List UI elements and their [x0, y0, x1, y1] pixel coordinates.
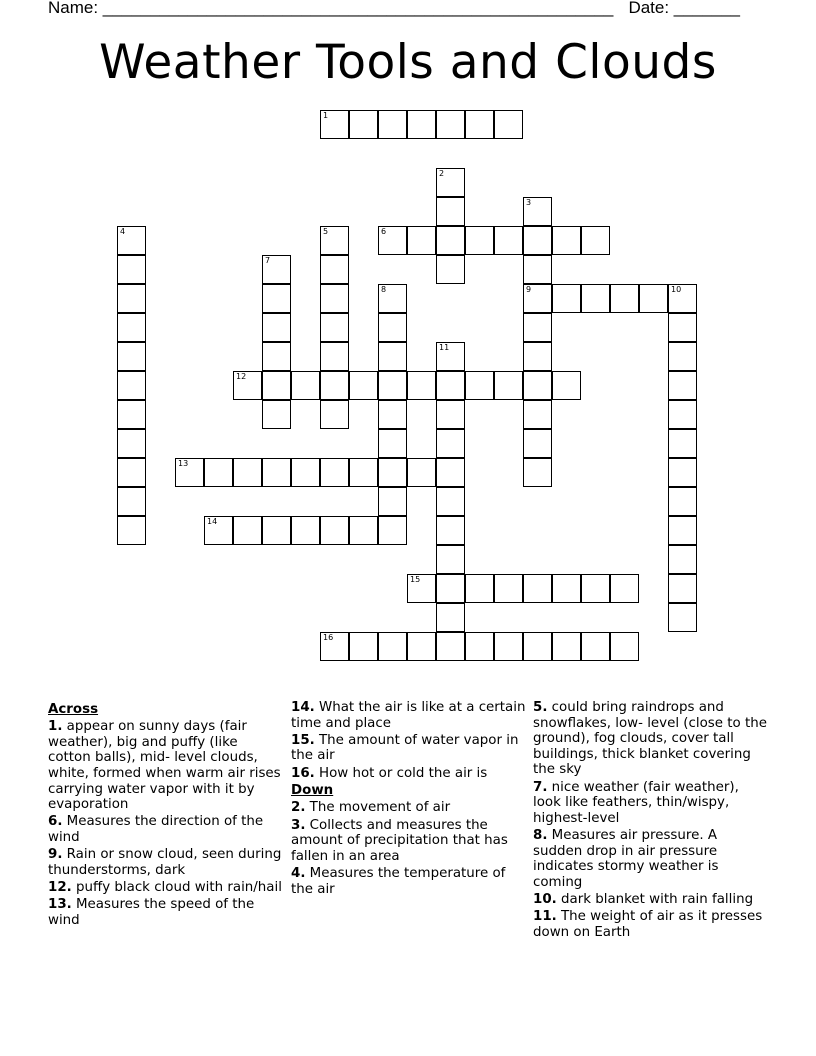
crossword-cell[interactable]: [436, 371, 465, 400]
crossword-cell[interactable]: [378, 313, 407, 342]
crossword-cell[interactable]: [581, 284, 610, 313]
clue-number: 11.: [533, 909, 557, 925]
name-field-label: Name: ______________________________________________________: [48, 0, 614, 17]
crossword-cell[interactable]: [523, 574, 552, 603]
clue-number: 2.: [291, 800, 306, 816]
crossword-cell[interactable]: [378, 284, 407, 313]
crossword-cell[interactable]: [668, 313, 697, 342]
crossword-cell[interactable]: [378, 400, 407, 429]
crossword-cell[interactable]: [552, 226, 581, 255]
clue-number: 10.: [533, 891, 557, 907]
clue-number: 5.: [533, 700, 548, 715]
crossword-cell[interactable]: [552, 632, 581, 661]
crossword-cell[interactable]: [523, 226, 552, 255]
across-clue-6: [48, 814, 284, 845]
clue-number: 4.: [291, 865, 306, 881]
crossword-cell[interactable]: [610, 284, 639, 313]
crossword-cell[interactable]: [436, 458, 465, 487]
clue-number: 13.: [48, 897, 72, 913]
crossword-cell[interactable]: [436, 400, 465, 429]
crossword-cell[interactable]: [320, 313, 349, 342]
crossword-cell[interactable]: [523, 371, 552, 400]
crossword-cell[interactable]: [668, 342, 697, 371]
crossword-cell[interactable]: [320, 284, 349, 313]
crossword-cell[interactable]: [668, 516, 697, 545]
crossword-cell[interactable]: [552, 371, 581, 400]
crossword-cell[interactable]: [117, 255, 146, 284]
crossword-cell[interactable]: [494, 371, 523, 400]
clue-number-label: 7: [265, 256, 271, 265]
crossword-cell[interactable]: [262, 516, 291, 545]
clue-text: How hot or cold the air is: [319, 765, 488, 781]
clue-number: 9.: [48, 847, 63, 863]
crossword-cell[interactable]: [668, 400, 697, 429]
crossword-cell[interactable]: [378, 226, 407, 255]
crossword-cell[interactable]: [639, 284, 668, 313]
crossword-cell[interactable]: [320, 632, 349, 661]
crossword-cell[interactable]: [233, 516, 262, 545]
crossword-cell[interactable]: [378, 110, 407, 139]
crossword-cell[interactable]: [436, 110, 465, 139]
clue-number-label: 12: [236, 372, 247, 381]
clue-text: The weight of air as it presses down on Earth: [533, 909, 763, 940]
crossword-cell[interactable]: [668, 458, 697, 487]
crossword-cell[interactable]: [349, 110, 378, 139]
crossword-cell[interactable]: [610, 574, 639, 603]
crossword-cell[interactable]: [668, 603, 697, 632]
clue-text: Measures the speed of the wind: [48, 897, 255, 928]
clue-text: puffy black cloud with rain/hail: [76, 879, 282, 895]
crossword-cell[interactable]: [291, 371, 320, 400]
crossword-cell[interactable]: [117, 429, 146, 458]
down-clue-2: [291, 800, 527, 816]
crossword-cell[interactable]: [349, 371, 378, 400]
crossword-cell[interactable]: [523, 342, 552, 371]
clue-text: nice weather (fair weather), look like feathers, thin/wispy, highest-level: [533, 779, 739, 826]
crossword-cell[interactable]: [262, 400, 291, 429]
down-clue-3: [291, 818, 527, 865]
clue-text: Measures air pressure. A sudden drop in air pressure indicates stormy weather is coming: [533, 827, 719, 890]
crossword-cell[interactable]: [581, 632, 610, 661]
crossword-cell[interactable]: [262, 313, 291, 342]
crossword-cell[interactable]: [436, 487, 465, 516]
clue-text: What the air is like at a certain time and place: [291, 700, 526, 731]
crossword-cell[interactable]: [320, 110, 349, 139]
crossword-cell[interactable]: [407, 371, 436, 400]
crossword-cell[interactable]: [523, 400, 552, 429]
clue-text: Measures the temperature of the air: [291, 865, 506, 897]
crossword-cell[interactable]: [262, 371, 291, 400]
across-clue-16: [291, 766, 527, 782]
crossword-cell[interactable]: [436, 429, 465, 458]
crossword-cell[interactable]: [320, 255, 349, 284]
crossword-cell[interactable]: [668, 371, 697, 400]
clue-number: 7.: [533, 779, 548, 795]
crossword-cell[interactable]: [378, 516, 407, 545]
clue-number-label: 6: [381, 227, 387, 236]
crossword-cell[interactable]: [436, 197, 465, 226]
clue-number-label: 8: [381, 285, 387, 294]
crossword-cell[interactable]: [436, 574, 465, 603]
clue-text: The amount of water vapor in the air: [291, 732, 519, 764]
crossword-cell[interactable]: [436, 168, 465, 197]
clue-number-label: 15: [410, 575, 421, 584]
crossword-cell[interactable]: [523, 429, 552, 458]
crossword-cell[interactable]: [668, 574, 697, 603]
crossword-cell[interactable]: [291, 458, 320, 487]
crossword-cell[interactable]: [320, 458, 349, 487]
crossword-cell[interactable]: [523, 255, 552, 284]
clue-number-label: 4: [120, 227, 126, 236]
crossword-cell[interactable]: [349, 516, 378, 545]
crossword-cell[interactable]: [523, 313, 552, 342]
clue-number: 15.: [291, 732, 315, 748]
crossword-cell[interactable]: [291, 516, 320, 545]
crossword-cell[interactable]: [610, 632, 639, 661]
clue-number-label: 11: [439, 343, 450, 352]
crossword-cell[interactable]: [117, 458, 146, 487]
down-clue-10: [533, 892, 769, 908]
crossword-cell[interactable]: [117, 313, 146, 342]
clue-text: could bring raindrops and snowflakes, low- level (close to the ground), fog clouds, cover tall buildings, thick blanket covering the sky: [533, 700, 767, 778]
clue-number-label: 10: [671, 285, 682, 294]
clue-number-label: 13: [178, 459, 189, 468]
across-clue-1: [48, 719, 284, 813]
clue-number: 6.: [48, 814, 63, 830]
crossword-cell[interactable]: [523, 284, 552, 313]
crossword-cell[interactable]: [378, 632, 407, 661]
crossword-cell[interactable]: [465, 371, 494, 400]
clue-number: 16.: [291, 765, 315, 781]
clue-text: appear on sunny days (fair weather), big and puffy (like cotton balls), mid- level clouds, white, formed when warm air rises carrying water vapor with it by evaporation: [48, 719, 281, 813]
header-row: [48, 0, 740, 20]
crossword-cell[interactable]: [523, 632, 552, 661]
crossword-cell[interactable]: [378, 429, 407, 458]
crossword-cell[interactable]: [494, 632, 523, 661]
across-clue-12: [48, 880, 284, 896]
crossword-cell[interactable]: [262, 342, 291, 371]
crossword-cell[interactable]: [117, 342, 146, 371]
crossword-cell[interactable]: [204, 458, 233, 487]
crossword-cell[interactable]: [175, 458, 204, 487]
crossword-cell[interactable]: [378, 371, 407, 400]
crossword-cell[interactable]: [117, 400, 146, 429]
crossword-cell[interactable]: [668, 545, 697, 574]
crossword-cell[interactable]: [552, 574, 581, 603]
clue-number-label: 5: [323, 227, 329, 236]
crossword-cell[interactable]: [378, 458, 407, 487]
crossword-cell[interactable]: [407, 574, 436, 603]
crossword-cell[interactable]: [262, 255, 291, 284]
crossword-cell[interactable]: [378, 487, 407, 516]
across-clue-13: [48, 897, 284, 928]
crossword-cell[interactable]: [436, 342, 465, 371]
crossword-cell[interactable]: [117, 226, 146, 255]
crossword-cell[interactable]: [436, 603, 465, 632]
crossword-cell[interactable]: [465, 632, 494, 661]
clue-text: Rain or snow cloud, seen during thunderstorms, dark: [48, 847, 282, 878]
crossword-cell[interactable]: [320, 516, 349, 545]
crossword-cell[interactable]: [407, 458, 436, 487]
crossword-cell[interactable]: [262, 284, 291, 313]
down-clue-5: [533, 700, 769, 778]
clues-column-3: [533, 700, 769, 942]
crossword-cell[interactable]: [407, 226, 436, 255]
clues-column-1: [48, 700, 284, 930]
crossword-cell[interactable]: [117, 516, 146, 545]
crossword-cell[interactable]: [523, 458, 552, 487]
clue-number: 12.: [48, 879, 72, 895]
clue-number: 3.: [291, 817, 306, 833]
crossword-cell[interactable]: [436, 516, 465, 545]
clue-number-label: 1: [323, 111, 329, 120]
page-title: Weather Tools and Clouds: [99, 35, 717, 90]
across-heading: Across: [48, 702, 99, 717]
crossword-cell[interactable]: [320, 371, 349, 400]
crossword-cell[interactable]: [668, 429, 697, 458]
crossword-cell[interactable]: [581, 226, 610, 255]
crossword-cell[interactable]: [117, 487, 146, 516]
crossword-cell[interactable]: [523, 197, 552, 226]
down-heading: Down: [291, 783, 334, 799]
clue-number: 1.: [48, 719, 63, 735]
crossword-cell[interactable]: [552, 284, 581, 313]
crossword-cell[interactable]: [233, 371, 262, 400]
crossword-cell[interactable]: [436, 545, 465, 574]
crossword-cell[interactable]: [581, 574, 610, 603]
across-clue-9: [48, 847, 284, 878]
crossword-cell[interactable]: [407, 110, 436, 139]
crossword-cell[interactable]: [349, 632, 378, 661]
date-field-label: Date: _______: [628, 0, 740, 17]
clue-text: dark blanket with rain falling: [561, 891, 754, 907]
crossword-cell[interactable]: [465, 110, 494, 139]
crossword-cell[interactable]: [262, 458, 291, 487]
crossword-cell[interactable]: [320, 400, 349, 429]
clues-column-2: [291, 700, 527, 899]
crossword-cell[interactable]: [233, 458, 262, 487]
crossword-cell[interactable]: [407, 632, 436, 661]
crossword-cell[interactable]: [465, 226, 494, 255]
clue-number-label: 14: [207, 517, 218, 526]
crossword-cell[interactable]: [204, 516, 233, 545]
down-clue-4: [291, 866, 527, 897]
across-clue-15: [291, 733, 527, 764]
crossword-cell[interactable]: [668, 284, 697, 313]
clue-number-label: 2: [439, 169, 445, 178]
clue-number-label: 9: [526, 285, 532, 294]
crossword-cell[interactable]: [436, 632, 465, 661]
clue-number: 14.: [291, 700, 315, 715]
clue-text: The movement of air: [309, 800, 451, 816]
clue-text: Collects and measures the amount of precipitation that has fallen in an area: [291, 817, 508, 864]
across-clue-14: [291, 700, 527, 731]
crossword-cell[interactable]: [320, 342, 349, 371]
crossword-cell[interactable]: [117, 371, 146, 400]
clue-number: 8.: [533, 827, 548, 843]
crossword-cell[interactable]: [378, 342, 407, 371]
clue-number-label: 16: [323, 633, 334, 642]
crossword-cell[interactable]: [668, 487, 697, 516]
down-clue-7: [533, 780, 769, 827]
crossword-cell[interactable]: [494, 226, 523, 255]
crossword-cell[interactable]: [117, 284, 146, 313]
down-clue-11: [533, 909, 769, 940]
crossword-cell[interactable]: [436, 226, 465, 255]
crossword-cell[interactable]: [494, 574, 523, 603]
crossword-cell[interactable]: [494, 110, 523, 139]
down-clue-8: [533, 828, 769, 890]
clue-text: Measures the direction of the wind: [48, 814, 264, 845]
crossword-cell[interactable]: [465, 574, 494, 603]
crossword-cell[interactable]: [436, 255, 465, 284]
crossword-cell[interactable]: [320, 226, 349, 255]
crossword-cell[interactable]: [349, 458, 378, 487]
clue-number-label: 3: [526, 198, 532, 207]
